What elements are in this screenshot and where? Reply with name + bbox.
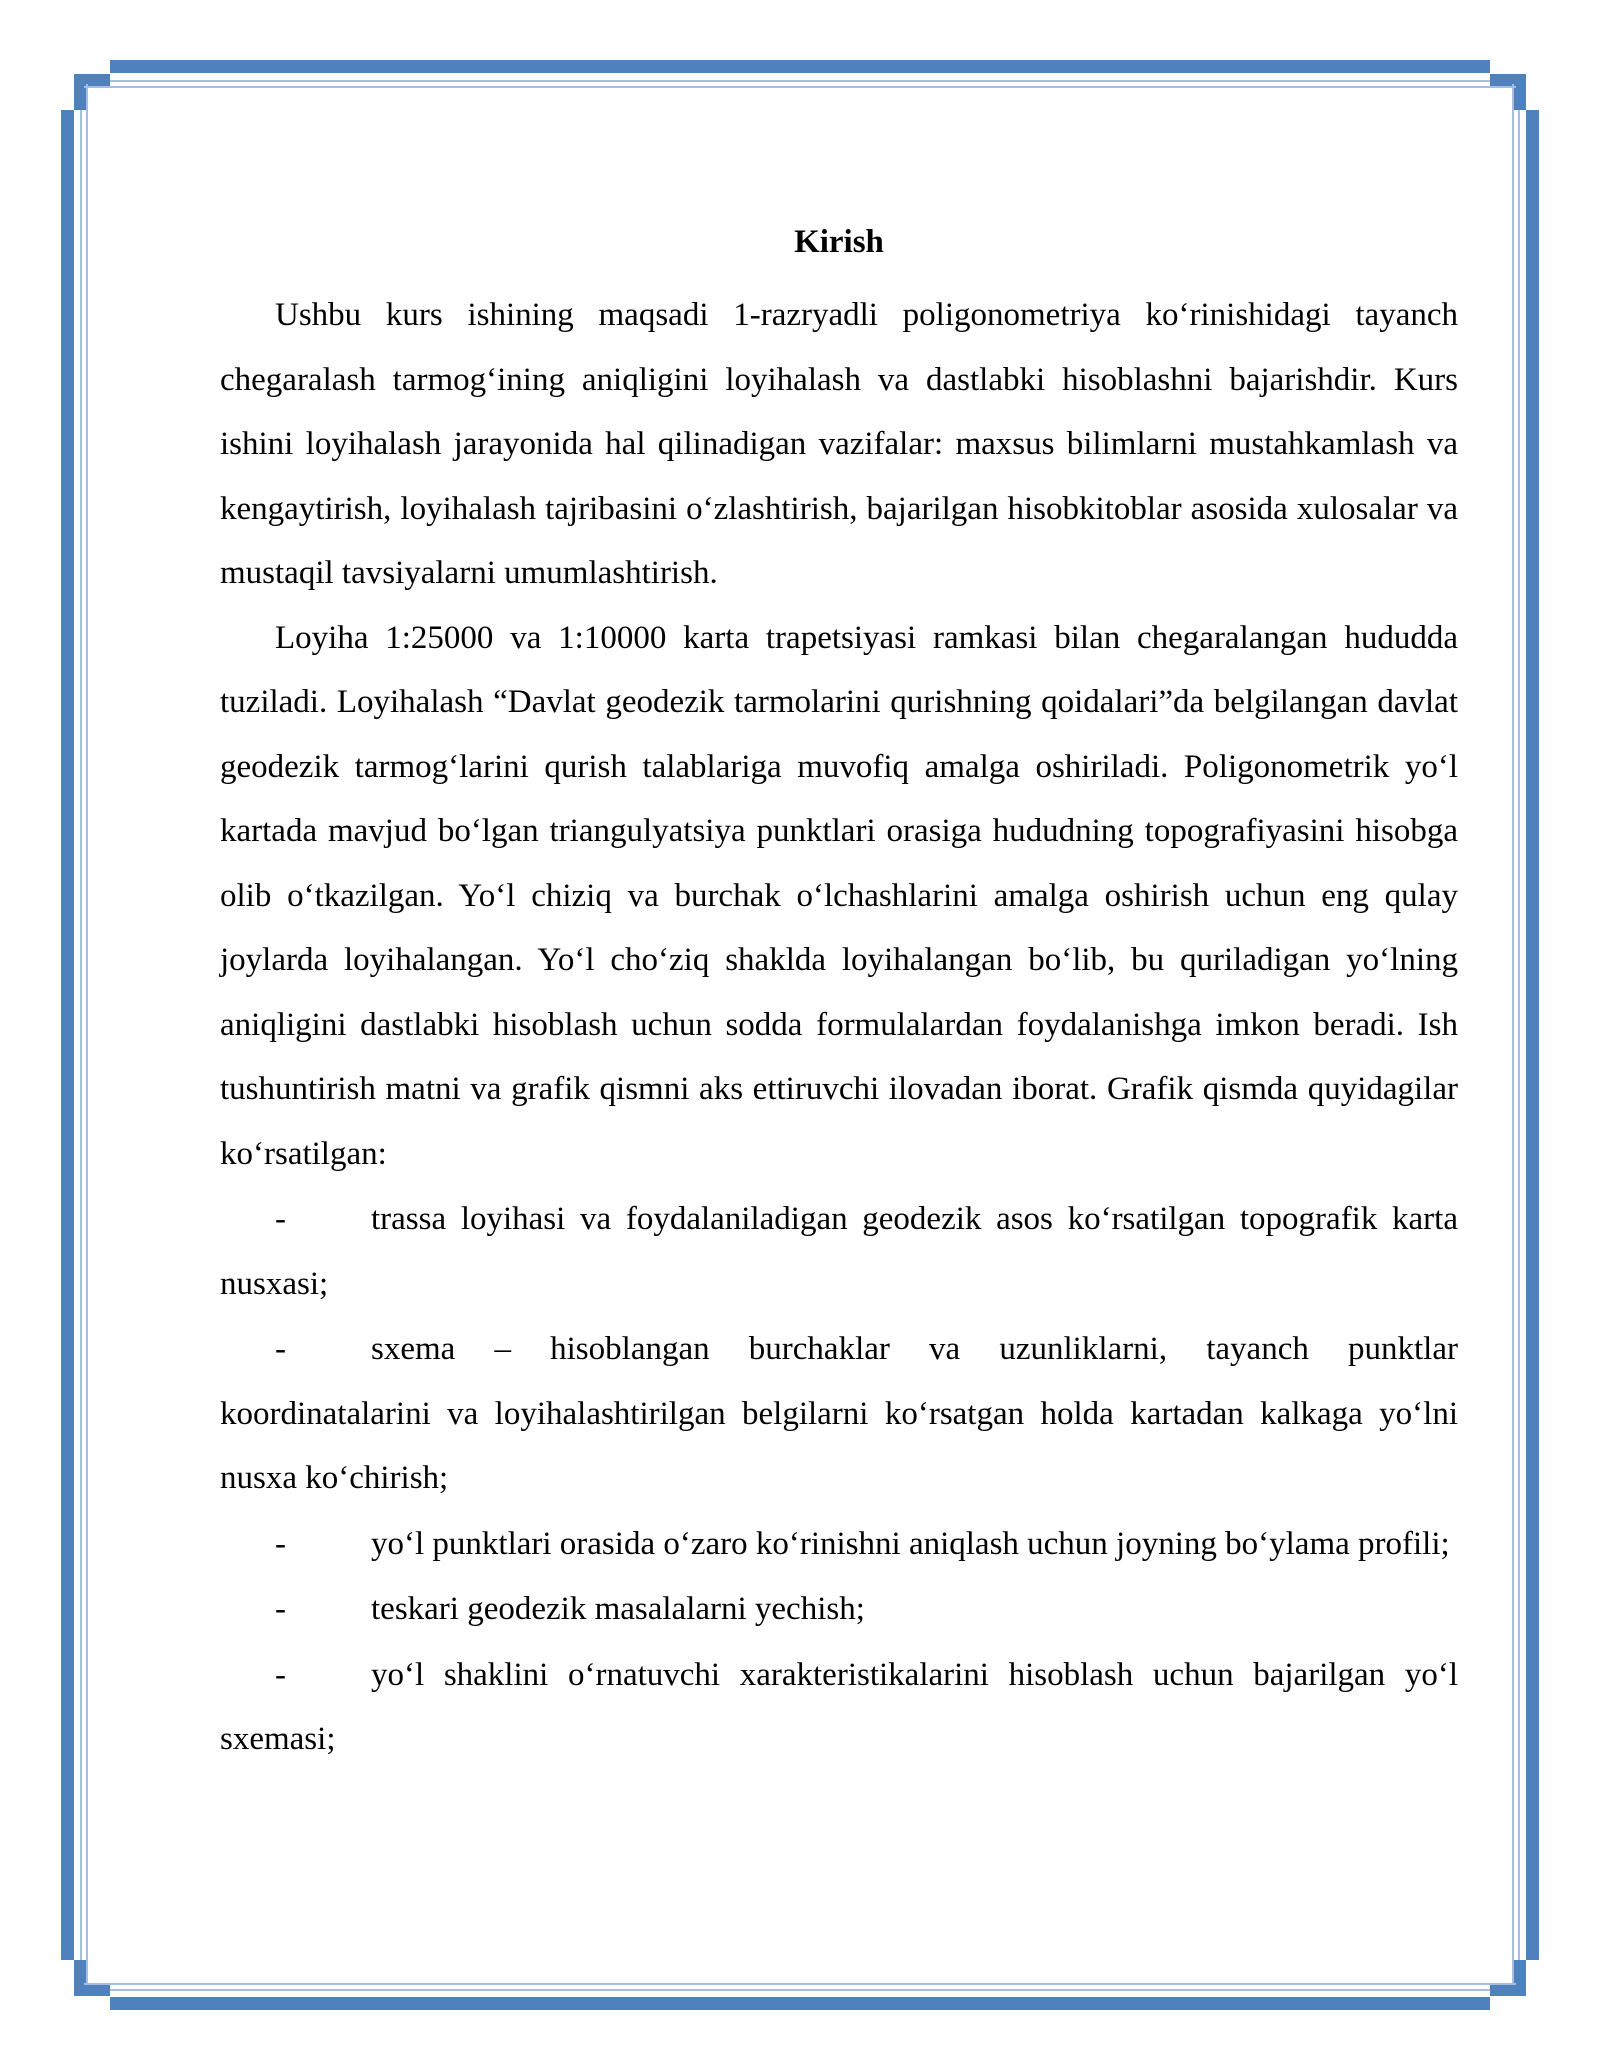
border-line-left-inner <box>86 84 88 1984</box>
list-marker: - <box>275 1201 286 1237</box>
list-marker: - <box>275 1331 286 1367</box>
list-marker: - <box>275 1591 286 1627</box>
list-item <box>220 1186 1458 1316</box>
border-right <box>1526 110 1539 1960</box>
document-title: Kirish <box>794 224 884 260</box>
paragraph: Loyiha 1:25000 va 1:10000 karta trapetsiyasi ramkasi bilan chegaralangan hududda tuziladi. Loyihalash “Davlat geodezik tarmolarini qurishning qoidalari”da belgilangan davlat geodezik tarmog‘larini qurish talablariga muvofiq amalga oshiriladi. Poligonometrik yo‘l kartada mavjud bo‘lgan triangulyatsiya punktlari orasiga hududning topografiyasini hisobga olib o‘tkazilgan. Yo‘l chiziq va burchak o‘lchashlarini amalga oshirish uchun eng qulay joylarda loyihalangan. Yo‘l cho‘ziq shakldа loyihalangan bo‘lib, bu quriladigan yo‘lning aniqligini dastlabki hisoblash uchun sodda formulalardan foydalanishga imkon beradi. Ish tushuntirish matni va grafik qismni aks ettiruvchi ilovadan iborat. Grafik qismda quyidagilar ko‘rsatilgan: <box>220 619 1458 1172</box>
bullet-list <box>220 1186 1458 1772</box>
list-item <box>220 1511 1458 1577</box>
border-line-bottom-inner <box>84 1983 1516 1985</box>
border-corner-top-right <box>1513 74 1526 110</box>
list-item-text: sxema – hisoblangan burchaklar va uzunliklarni, tayanch punktlar koordinatalarini va loyihalashtirilgan belgilarni ko‘rsatgan holda kartadan kalkaga yo‘lni nusxa ko‘chirish; <box>220 1331 1458 1496</box>
border-line-right-inner <box>1512 84 1514 1984</box>
border-line-right <box>1518 110 1520 1960</box>
list-item-text: trassa loyihasi va foydalaniladigan geodezik asos ko‘rsatilgan topografik karta nusxasi; <box>220 1201 1458 1302</box>
document-body <box>220 220 1458 1772</box>
list-marker: - <box>275 1525 286 1562</box>
border-line-top <box>110 80 1490 82</box>
border-top <box>110 60 1490 73</box>
border-corner-bottom-right <box>1513 1960 1526 1996</box>
list-item <box>220 1642 1458 1772</box>
paragraph: Ushbu kurs ishining maqsadi 1-razryadli poligonometriya ko‘rinishidagi tayanch chegaralash tarmog‘ining aniqligini loyihalash va dastlabki hisoblashni bajarishdir. Kurs ishini loyihalash jarayonida hal qilinadigan vazifalar: maxsus bilimlarni mustahkamlash va kengaytirish, loyihalash tajribasini o‘zlashtirish, bajarilgan hisobkitoblar asosida xulosalar va mustaqil tavsiyalarni umumlashtirish. <box>220 297 1458 591</box>
list-item <box>220 1576 1458 1642</box>
list-marker: - <box>275 1656 286 1693</box>
border-line-left <box>80 110 82 1960</box>
list-item <box>220 1316 1458 1511</box>
border-line-top-inner <box>84 86 1516 88</box>
list-item-text: yo‘l shaklini o‘rnatuvchi xarakteristikalarini hisoblash uchun bajarilgan yo‘l sxemasi; <box>220 1656 1458 1757</box>
border-line-bottom <box>110 1989 1490 1991</box>
list-item-text: teskari geodezik masalalarni yechish; <box>371 1591 865 1627</box>
list-item-text: yo‘l punktlari orasida o‘zaro ko‘rinishni aniqlash uchun joyning bo‘ylama profili; <box>371 1525 1450 1562</box>
border-bottom <box>110 1997 1490 2010</box>
border-left <box>61 110 74 1960</box>
